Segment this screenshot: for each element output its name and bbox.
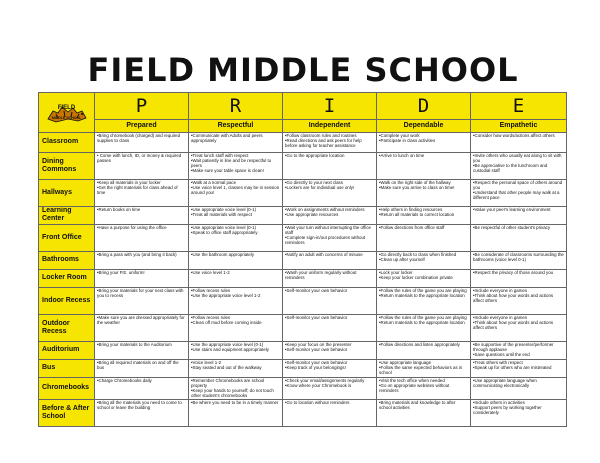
school-logo — [39, 93, 95, 133]
letter-p: P — [95, 93, 189, 120]
table-cell: •Follow directions and listen appropriately — [377, 341, 471, 359]
table-cell: •Work on assignments without reminders •Use appropriate resources — [283, 206, 377, 224]
row-label: Hallways — [39, 179, 95, 206]
table-cell: •Walk on the right side of the hallway •Make sure you arrive to class on time! — [377, 179, 471, 206]
table-cell: •Follow directions from office staff — [377, 224, 471, 251]
table-cell: •Go directly back to class when finished •Clean up after yourself — [377, 251, 471, 269]
table-row — [39, 152, 567, 179]
table-cell: •Use voice level 1-2 — [189, 269, 283, 287]
table-row — [39, 132, 567, 152]
letter-e: E — [471, 93, 567, 120]
table-cell: •Respect the personal space of others around you •Understand that other people may walk at a different pace — [471, 179, 567, 206]
table-cell: •Treat others with respect •Speak up for others who are mistreated — [471, 359, 567, 377]
table-row — [39, 377, 567, 399]
table-cell: •Consider how words/actions affect others — [471, 132, 567, 152]
table-cell: •Self-monitor your own behavior — [283, 314, 377, 341]
table-cell: •Keep all materials in your locker •Get the right materials for class ahead of time — [95, 179, 189, 206]
row-label: Classroom — [39, 132, 95, 152]
table-cell: •Self-monitor your own behavior •Keep track of your belongings! — [283, 359, 377, 377]
table-cell: •Go to the appropriate location — [283, 152, 377, 179]
table-cell: •Use appropriate voice level (0-1) •Treat all materials with respect — [189, 206, 283, 224]
table-row — [39, 269, 567, 287]
table-cell: •Be where you need to be in a timely manner — [189, 399, 283, 426]
value-empathetic: Empathetic — [471, 119, 567, 132]
row-label: Learning Center — [39, 206, 95, 224]
table-cell: •Lock your locker •Keep your locker combination private — [377, 269, 471, 287]
table-cell: •Make sure you are dressed appropriately for the weather — [95, 314, 189, 341]
table-row — [39, 206, 567, 224]
page-title: FIELD MIDDLE SCHOOL — [87, 51, 519, 89]
table-cell: •Return books on time — [95, 206, 189, 224]
table-cell: •Respect the privacy of those around you — [471, 269, 567, 287]
table-cell: •Go directly to your next class •Lockers are for individual use only! — [283, 179, 377, 206]
table-row — [39, 359, 567, 377]
table-cell: •Use appropriate language when communicating electronically — [471, 377, 567, 399]
row-label: Dining Commons — [39, 152, 95, 179]
row-label: Front Office — [39, 224, 95, 251]
table-cell: •Keep your focus on the presenter •Self-monitor your own behavior — [283, 341, 377, 359]
table-cell: •Use the bathroom appropriately — [189, 251, 283, 269]
value-respectful: Respectful — [189, 119, 283, 132]
table-row — [39, 287, 567, 314]
table-cell: •Complete your work •Participate in class activities — [377, 132, 471, 152]
table-row — [39, 314, 567, 341]
letter-d: D — [377, 93, 471, 120]
table-cell: •Be considerate of classrooms surrounding the bathrooms (voice level 0-1) — [471, 251, 567, 269]
table-cell: •Value your peer's learning environment — [471, 206, 567, 224]
table-cell: •Wait your turn without interrupting the office staff •Complete sign-in/out procedures without reminders — [283, 224, 377, 251]
table-cell: •Use the appropriate voice level (0-1) •Use stairs and equipment appropriately — [189, 341, 283, 359]
table-cell: •Help others in finding resources •Return all materials to correct location — [377, 206, 471, 224]
table-cell: •Bring all required materials on and off the bus — [95, 359, 189, 377]
row-label: Bathrooms — [39, 251, 95, 269]
row-label: Locker Room — [39, 269, 95, 287]
table-row — [39, 341, 567, 359]
value-prepared: Prepared — [95, 119, 189, 132]
table-cell: •Include everyone in games •Think about how your words and actions affect others — [471, 314, 567, 341]
table-cell: •Bring all the materials you need to come to school or leave the building — [95, 399, 189, 426]
table-cell: •Charge Chromebooks daily — [95, 377, 189, 399]
table-cell: •Bring a pass with you (and bring it back) — [95, 251, 189, 269]
table-cell: •Be respectful of other student's privacy — [471, 224, 567, 251]
row-label: Bus — [39, 359, 95, 377]
letter-i: I — [283, 93, 377, 120]
letter-r: R — [189, 93, 283, 120]
table-cell: •Self-monitor your own behavior — [283, 287, 377, 314]
table-cell: •Bring materials and knowledge to after school activities — [377, 399, 471, 426]
row-label: Outdoor Recess — [39, 314, 95, 341]
table-row — [39, 399, 567, 426]
table-cell: •Wash your uniform regularly without reminders — [283, 269, 377, 287]
table-cell: •Use appropriate language •Follow the same expected behaviors as in school — [377, 359, 471, 377]
pride-matrix-table — [38, 92, 567, 427]
table-cell: •Follow classroom rules and routines •Read directions and ask peers for help before asking for teacher assistance — [283, 132, 377, 152]
table-row — [39, 251, 567, 269]
logo-name: FIELD — [57, 105, 76, 112]
row-label: Auditorium — [39, 341, 95, 359]
table-cell: •Follow the rules of the game you are playing •Return materials to the appropriate location — [377, 287, 471, 314]
table-cell: •Follow the rules of the game you are playing •Return materials to the appropriate location — [377, 314, 471, 341]
table-cell: •Bring your materials for your next class with you to recess — [95, 287, 189, 314]
logo-subtitle: MIDDLE SCHOOL — [51, 116, 82, 121]
table-cell: •Walk at a normal pace •Use voice level 1, classes may be in session around you! — [189, 179, 283, 206]
table-cell: •Go to location without reminders — [283, 399, 377, 426]
table-cell: •Bring your materials to the Auditorium — [95, 341, 189, 359]
table-cell: •Bring chromebook (charged) and required supplies to class — [95, 132, 189, 152]
value-independent: Independent — [283, 119, 377, 132]
table-row — [39, 179, 567, 206]
table-cell: •Follow recess rules •Clean off mud before coming inside — [189, 314, 283, 341]
table-row — [39, 224, 567, 251]
table-cell: •Communicate with Adults and peers appropriately — [189, 132, 283, 152]
table-cell: •Treat lunch staff with respect •Wait patiently in line and be respectful to peers •Make sure your table space is clean! — [189, 152, 283, 179]
table-cell: •Have a purpose for using the office — [95, 224, 189, 251]
table-cell: •Check your email/assignments regularly •Know where your Chromebook is — [283, 377, 377, 399]
row-label: Chromebooks — [39, 377, 95, 399]
table-cell: •Remember Chromebooks are school property •Keep your hands to yourself; do not touch other student's chromebooks — [189, 377, 283, 399]
table-cell: •Include everyone in games •Think about how your words and actions affect others — [471, 287, 567, 314]
table-cell: •Bring your P.E. uniform! — [95, 269, 189, 287]
value-dependable: Dependable — [377, 119, 471, 132]
table-cell: •Visit the tech office when needed •Go on appropriate websites without reminders — [377, 377, 471, 399]
table-cell: •Arrive to lunch on time — [377, 152, 471, 179]
row-label: Indoor Recess — [39, 287, 95, 314]
table-cell: •Invite others who usually eat along to sit with you •Be appreciative to the lunchroom and custodial staff — [471, 152, 567, 179]
table-cell: • Come with lunch, ID, or money & required passes — [95, 152, 189, 179]
table-cell: •Be supportive of the presenter/performer through applause •Save questions until the end — [471, 341, 567, 359]
table-cell: •Include others in activities •Support peers by working together considerately — [471, 399, 567, 426]
row-label: Before & After School — [39, 399, 95, 426]
table-cell: •Voice level 1-2 •Stay seated and out of the walkway — [189, 359, 283, 377]
table-cell: •Notify an adult with concerns of misuse — [283, 251, 377, 269]
table-cell: •Follow recess rules •Use the appropriate voice level 1-2 — [189, 287, 283, 314]
table-cell: •Use appropriate voice level (0-1) •Speak to office staff appropriately — [189, 224, 283, 251]
